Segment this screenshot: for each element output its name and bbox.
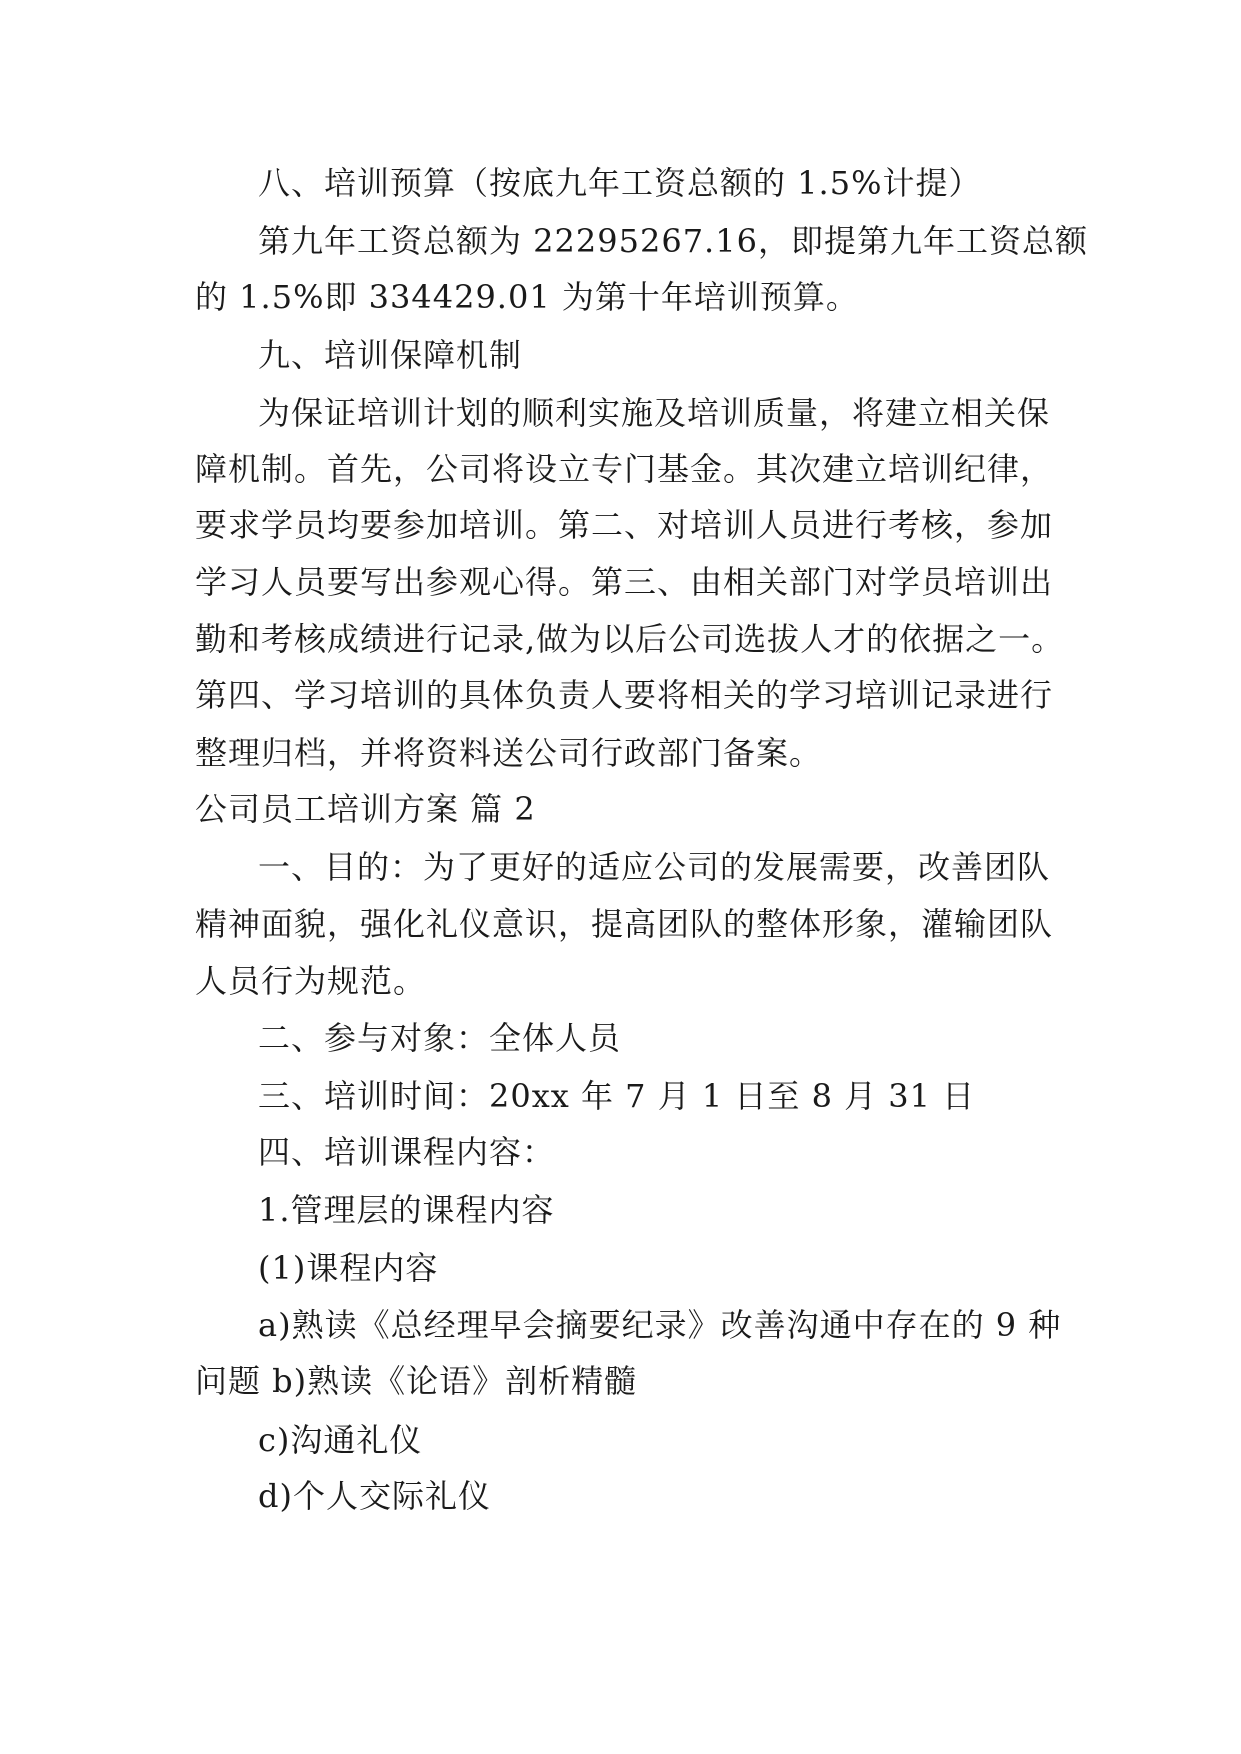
section-heading-budget: 八、培训预算（按底九年工资总额的 1.5%计提）: [258, 164, 982, 202]
paragraph-line: 第九年工资总额为 22295267.16，即提第九年工资总额: [258, 222, 1088, 260]
paragraph-line: 要求学员均要参加培训。第二、对培训人员进行考核，参加: [195, 506, 1054, 544]
paragraph-line: 整理归档，并将资料送公司行政部门备案。: [195, 734, 823, 772]
paragraph-line: 第四、学习培训的具体负责人要将相关的学习培训记录进行: [195, 676, 1054, 714]
list-item: a)熟读《总经理早会摘要纪录》改善沟通中存在的 9 种: [258, 1306, 1062, 1344]
section-heading-guarantee: 九、培训保障机制: [258, 336, 523, 374]
paragraph-line: 为保证培训计划的顺利实施及培训质量，将建立相关保: [258, 394, 1051, 432]
paragraph-line: 学习人员要写出参观心得。第三、由相关部门对学员培训出: [195, 563, 1054, 601]
paragraph-line: 精神面貌，强化礼仪意识，提高团队的整体形象，灌输团队: [195, 905, 1054, 943]
paragraph-line: 的 1.5%即 334429.01 为第十年培训预算。: [195, 278, 859, 316]
list-item: c)沟通礼仪: [258, 1421, 423, 1459]
list-item: 问题 b)熟读《论语》剖析精髓: [195, 1362, 638, 1400]
section-heading-participants: 二、参与对象：全体人员: [258, 1019, 622, 1057]
section-heading-purpose: 一、目的：为了更好的适应公司的发展需要，改善团队: [258, 848, 1051, 886]
paragraph-line: 障机制。首先，公司将设立专门基金。其次建立培训纪律，: [195, 450, 1054, 488]
section-heading-content: 四、培训课程内容：: [258, 1133, 556, 1171]
list-item: d)个人交际礼仪: [258, 1477, 491, 1515]
article-title: 公司员工培训方案 篇 2: [195, 790, 536, 828]
subsection-heading: (1)课程内容: [258, 1249, 439, 1287]
paragraph-line: 勤和考核成绩进行记录,做为以后公司选拔人才的依据之一。: [195, 620, 1065, 658]
subsection-heading: 1.管理层的课程内容: [258, 1191, 555, 1229]
paragraph-line: 人员行为规范。: [195, 962, 427, 1000]
section-heading-time: 三、培训时间：20xx 年 7 月 1 日至 8 月 31 日: [258, 1077, 976, 1115]
